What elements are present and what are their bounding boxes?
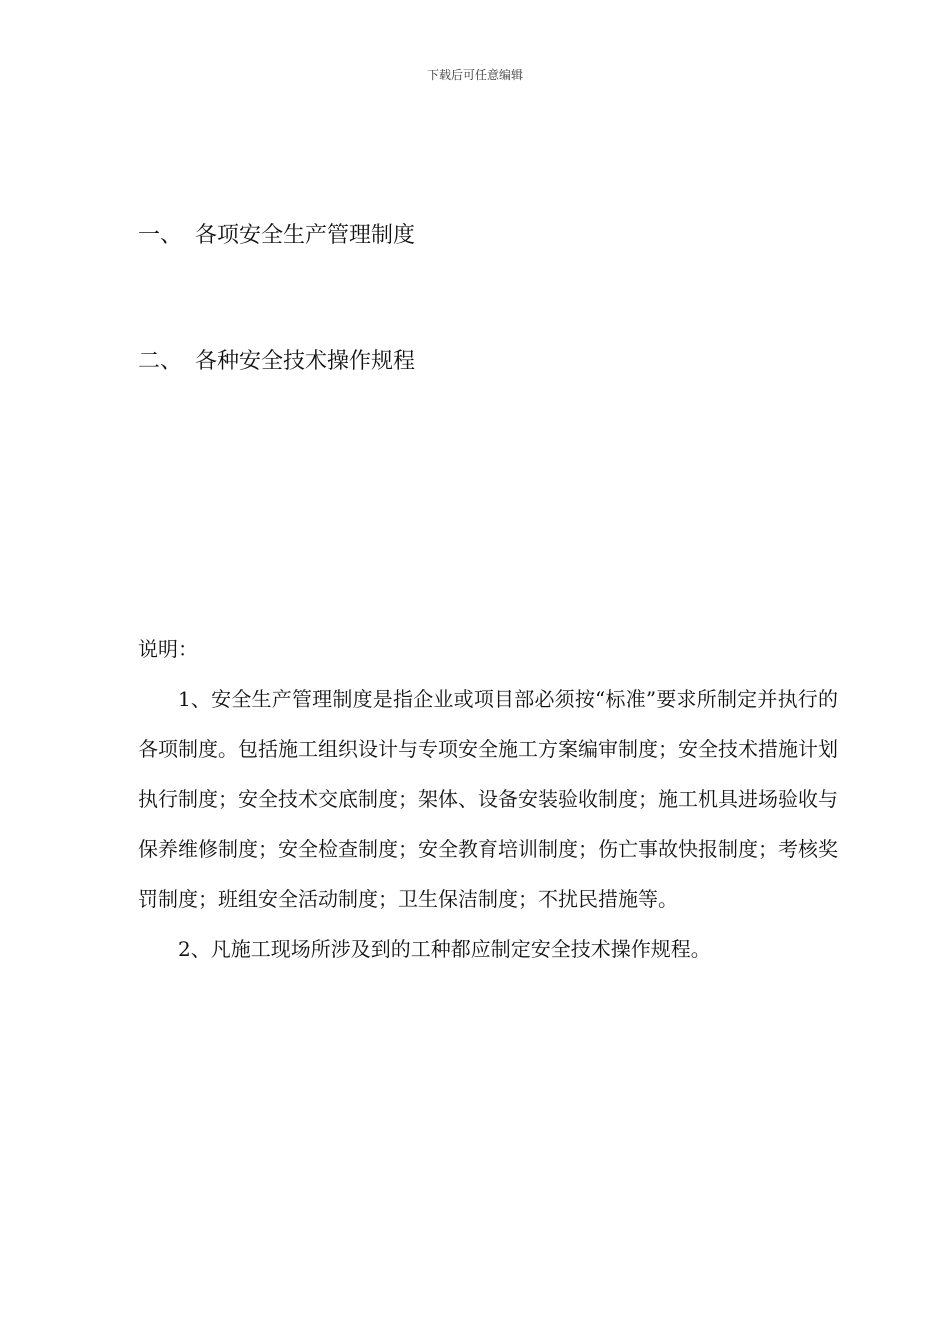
section-2-number: 二、 [138, 349, 183, 374]
section-1-number: 一、 [138, 223, 183, 248]
section-1-title: 各项安全生产管理制度 [195, 223, 416, 248]
header-note: 下载后可任意编辑 [426, 68, 523, 82]
notes-block [138, 624, 838, 974]
section-1 [138, 218, 415, 249]
notes-heading: 说明： [138, 637, 198, 661]
notes-item-1: 1、安全生产管理制度是指企业或项目部必须按“标准”要求所制定并执行的各项制度。包括施工组织设计与专项安全施工方案编审制度；安全技术措施计划执行制度；安全技术交底制度；架体、设备安装验收制度；施工机具进场验收与保养维修制度；安全检查制度；安全教育培训制度；伤亡事故快报制度；考核奖罚制度；班组安全活动制度；卫生保洁制度；不扰民措施等。 [138, 687, 838, 911]
section-2 [138, 344, 415, 375]
notes-item-2: 2、凡施工现场所涉及到的工种都应制定安全技术操作规程。 [178, 937, 711, 961]
section-2-title: 各种安全技术操作规程 [195, 349, 416, 374]
